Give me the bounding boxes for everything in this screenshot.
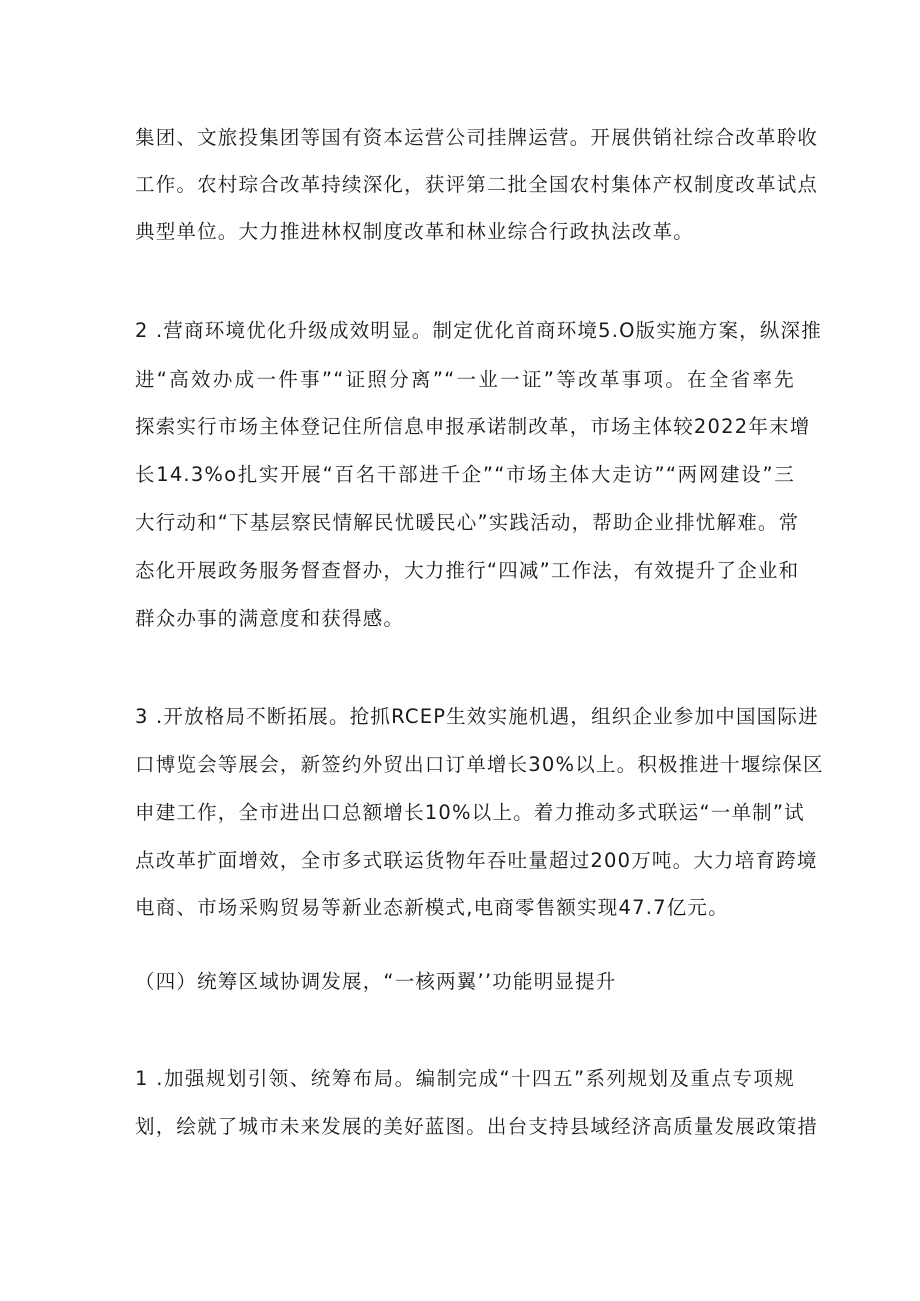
paragraph-line: 申建工作，全市进出口总额增长10%以上。着力推动多式联运“一单制”试 [135,801,805,824]
paragraph-line: 口博览会等展会，新签约外贸出口订单增长30%以上。积极推进十堰综保区 [135,753,824,776]
paragraph-line: 1 .加强规划引领、统筹布局。编制完成“十四五”系列规划及重点专项规 [135,1067,795,1090]
paragraph-line: 2 .营商环境优化升级成效明显。制定优化首商环境5.O版实施方案，纵深推 [135,319,822,342]
paragraph-line: 态化开展政务服务督查督办，大力推行“四减”工作法，有效提升了企业和 [135,559,800,582]
paragraph-line: 3 .开放格局不断拓展。抢抓RCEP生效实施机遇，组织企业参加中国国际进 [135,705,819,728]
paragraph-line: 工作。农村琮合改革持续深化，获评第二批全国农村集体产权制度改革试点 [135,173,819,196]
paragraph-line: 大行动和“下基层察民情解民忧暖民心”实践活动，帮助企业排忧解难。常 [135,511,800,534]
paragraph-line: 典型单位。大力推进林权制度改革和林业综合行政执法改革。 [135,220,694,243]
paragraph-line: 点改革扩面增效，全市多式联运货物年吞吐量超过200万吨。大力培育跨境 [135,849,818,872]
paragraph-line: 探索实行市场主体登记住所信息申报承诺制改革，市场主体较2022年末增 [135,415,811,438]
section-heading: （四）统筹区域协调发展，“一核两翼’’功能明显提升 [135,970,617,993]
paragraph-line: 长14.3%o扎实开展“百名干部进千企”“市场主体大走访”“两网建设”三 [135,463,795,486]
paragraph-line: 进“高效办成一件事”“证照分离”“一业一证”等改革事项。在全省率先 [135,368,795,391]
paragraph-line: 集团、文旅投集团等国有资本运营公司挂牌运营。开展供销社综合改革聆收 [135,126,819,149]
paragraph-line: 电商、市场采购贸易等新业态新模式,电商零售额实现47.7亿元。 [135,896,729,919]
paragraph-line: 划，绘就了城市未来发展的美好蓝图。出台支持县域经济高质量发展政策措 [135,1115,819,1138]
paragraph-line: 群众办事的满意度和获得感。 [135,607,405,630]
